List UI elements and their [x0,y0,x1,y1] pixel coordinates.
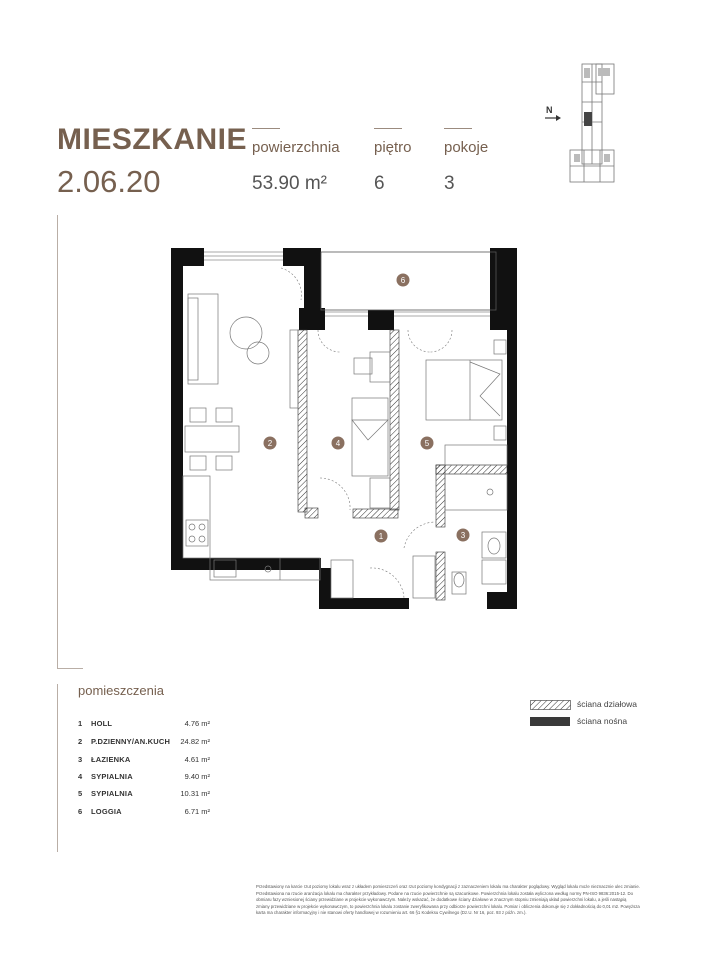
page-title: MIESZKANIE [57,123,248,156]
stat-value-area: 53.90 m² [252,173,327,194]
windows [204,252,490,316]
apartment-number: 2.06.20 [57,164,161,199]
guide-line [57,668,83,669]
room-row: 6 LOGGIA 6.71 m² [78,807,210,816]
north-arrow-icon [545,114,561,122]
guide-line [57,215,58,668]
living-furniture [185,294,298,470]
room-row: 4 SYPIALNIA 9.40 m² [78,772,210,781]
key-plan [568,62,616,186]
stat-value-floor: 6 [374,173,385,194]
stat-label-rooms: pokoje [444,139,489,156]
bedroom5-furniture [426,340,507,465]
stat-rule [374,128,402,129]
north-label: N [546,105,553,115]
stat-rule [252,128,280,129]
room-marker-1-label: 1 [378,532,384,541]
stat-value-rooms: 3 [444,173,455,194]
legend-label-partition: ściana działowa [577,699,638,709]
legend-hatch-swatch [530,700,572,710]
room-marker-5-label: 5 [424,439,430,448]
bedroom4-furniture [352,352,390,508]
load-bearing-walls [171,248,517,609]
rooms-heading: pomieszczenia [78,683,164,698]
guide-line [57,684,58,852]
room-row: 2 P.DZIENNY/AN.KUCH 24.82 m² [78,737,210,746]
stat-label-floor: piętro [374,139,412,156]
room-row: 5 SYPIALNIA 10.31 m² [78,789,210,798]
key-plan-apartment-highlight [584,112,592,126]
hall-wardrobe [331,560,353,598]
room-marker-6-label: 6 [400,276,406,285]
legend-solid-swatch [530,717,570,726]
room-marker-3-label: 3 [460,531,466,540]
stat-rule [444,128,472,129]
floor-plan [165,240,525,615]
room-marker-2-label: 2 [267,439,273,448]
disclaimer-text: Przedstawiony na karcie rzut poziomy lokalu wraz z układem pomieszczeń oraz rzut poziomy kondygnacji z zaznaczeniem lokalu ma charakter poglądowy. Wygląd lokalu może nieznacznie ulec zmianie. Przedstawiona na rzucie aranżacja lokalu ma charakter przykładowy. Podane na rzucie powierzchnie są szacunkowe. Powierzchnia lokalu została wyliczona według normy PN-ISO 9836:2015-12. Do obmiaru fazy wzniesionej ściany przewidziane w projekcie wykonawczym. Należy wskazać, że dodatkowe ściany działowe w znacznym stopniu zmieniają układ powierzchni lokalu, a jeśli nastąpią zmiany przewidziane w projekcie wykonawczym, to powierzchnia lokalu zostanie zweryfikowana przy odbiorze powierzchni lokalu. Pomiar i obliczenia dokonuje się z dokładnością do 0,01 m2. Powyższa karta ma charakter informacyjny i nie stanowi oferty handlowej w rozumieniu art. 66 §1 Kodeksu Cywilnego (Dz.U. Nr 16, poz. 93 z późn. zm.). [256,884,640,915]
stat-label-area: powierzchnia [252,139,340,156]
room-row: 1 HOLL 4.76 m² [78,719,210,728]
room-row: 3 ŁAZIENKA 4.61 m² [78,755,210,764]
legend-label-load-bearing: ściana nośna [577,716,628,726]
room-marker-4-label: 4 [335,439,341,448]
